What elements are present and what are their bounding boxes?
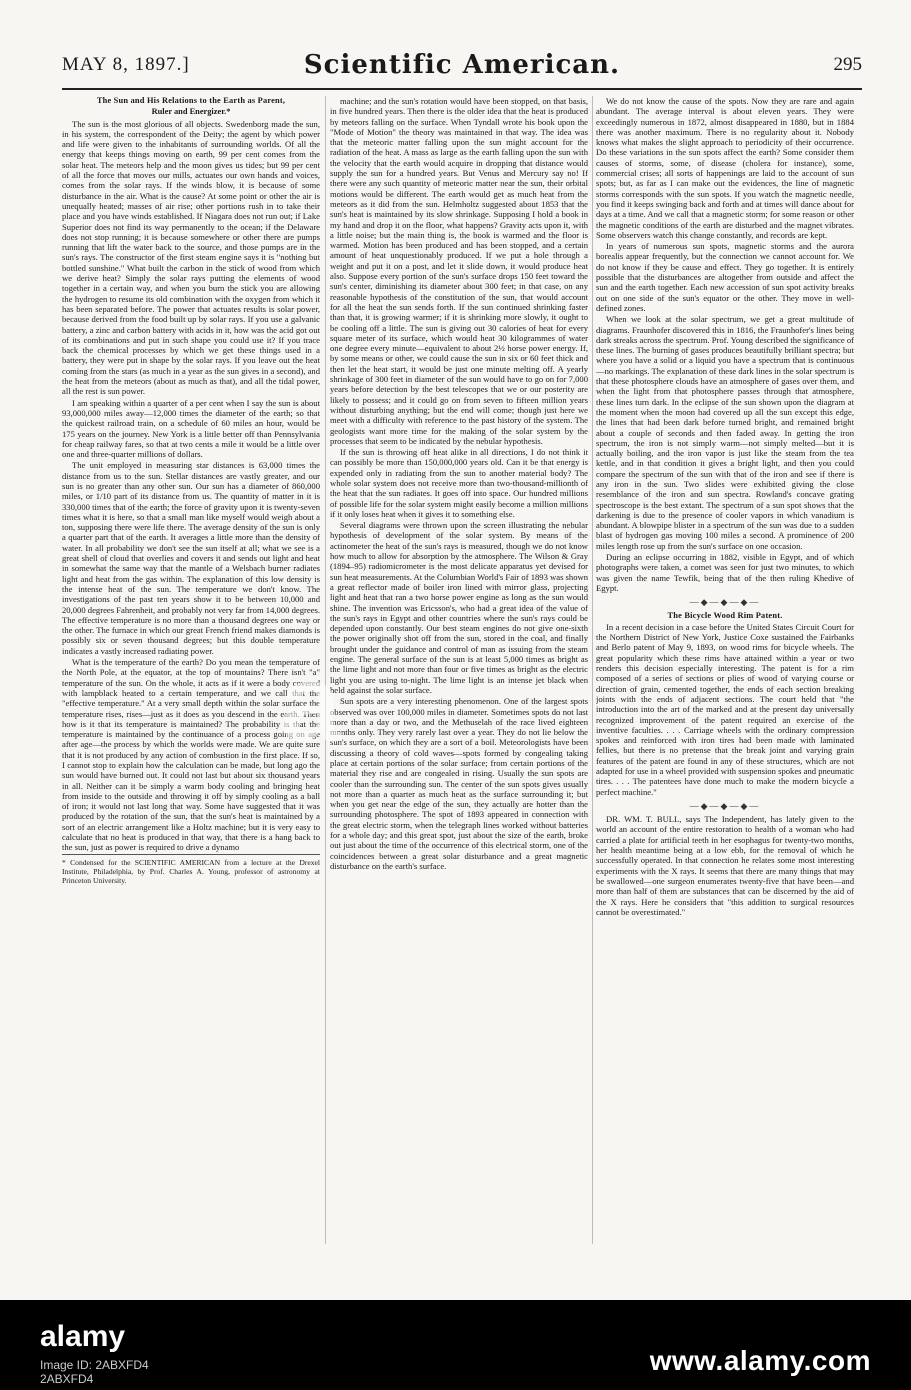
paragraph: If the sun is throwing off heat alike in all directions, I do not think it can possibly be more than 150,000,000 years old. Can it be that energy is expended only in radiating from the sun to another material body? The whole solar system does not receive more than two-thousand-millionth of the heat that the sun radiates. It goes off into space. Our hundred millions of possible life for the solar system might easily become a million millions if it only loses heat when it gives it to something else. <box>330 447 588 519</box>
masthead-title: Scientific American. <box>303 50 621 80</box>
issue-date: MAY 8, 1897.] <box>62 54 190 75</box>
footnote: * Condensed for the SCIENTIFIC AMERICAN from a lecture at the Drexel Institute, Philadelphia, by Prof. Charles A. Young, professor of astronomy at Princeton University. <box>62 854 320 885</box>
header-rule <box>62 88 862 90</box>
paragraph: When we look at the solar spectrum, we get a great multitude of diagrams. Fraunhofer discovered this in 1816, the Fraunhofer's lines being dark streaks across the spectrum. Prof. Young described the significance of these lines. The burning of gases produces beautifully brilliant spectra; but where you have a solid or a liquid you have a spectrum that is continuous—no markings. The explanation of these dark lines in the solar spectrum is that these photosphere clouds have an atmosphere of gases over them, and when the light from that photosphere passes through that atmosphere, these lines turn dark. In the eclipse of the sun shown upon the diagram at the moment when the moon had covered up all the sun except this edge, the lines that had been dark before turned bright, and remained bright about a couple of seconds and then faded away. In getting the iron spectrum, the iron is not simply warm—not simply melted—but it is actually boiling, and the iron vapor is just like the steam from the tea kettle, and in that condition it gives a bright light, and then you could compare the spectrum of the sun with that of the iron and see if there is any iron in the sun. Two slides were exhibited giving the close resemblance of the iron and sun spectra. Rowland's concave grating spectroscope is the best extant. The spectrum of a sun spot shows that the darkening is due to the presence of cooler vapors in which vanadium is abundant. A blowpipe blister in a spectrum of the sun was due to a sudden blast of hydrogen gas moving 100 miles a second. A prominence of 200 miles length rose up from the sun's surface on one occasion. <box>596 314 854 551</box>
article-subtitle-sun: Ruler and Energizer.* <box>151 107 231 117</box>
section-divider: —◆—◆—◆— <box>689 597 761 608</box>
image-id-label: Image ID: 2ABXFD4 <box>40 1358 149 1372</box>
paragraph: What is the temperature of the earth? Do you mean the temperature of the North Pole, at the equator, at the top of mountains? There isn't "a" temperature of the sun. On the whole, it acts as if it were a body covered with lampblack heated to a certain temperature, and we call that the "effective temperature." At a very small depth within the solar surface the temperature rises, rises—just as it does as you descend in the earth. Then how is it that its temperature is maintained? The probability is that the temperature is maintained by the continuance of a process going on age after age—the process by which the worlds were made. We are quite sure that it is not produced by any action of combustion in the first place. If so, I cannot stop to explain how the calculation can be made, but long ago the sun would have burned out. It could not last but about six thousand years in all. Neither can it be simply a warm body cooling and bringing heat from inside to the outside and throwing it off by simply cooling as a ball of iron; it would not last long that way. Some have suggested that it was produced by the rotation of the sun, that the sun's heat is maintained by a sort of an electric arrangement like a Holtz machine; but it is very easy to calculate that no heat is produced in that way, that there is a hang back to the sun, just as power is required to drive a dynamo <box>62 657 320 853</box>
column-2 <box>330 96 588 1244</box>
page-header <box>62 50 862 84</box>
paragraph: DR. WM. T. BULL, says The Independent, has lately given to the world an account of the entire restoration to health of a woman who had carried a plate for artificial teeth in her esophagus for twenty-two months, her health meantime being at a low ebb, for the removal of which he successfully operated. In that connection he relates some most interesting experiments with the X rays. It seems that there are many things that may be swallowed—one surgeon enumerates twenty-five that have been—and more than half of them are substances that can be discerned by the aid of the X rays. Here he considers that "this addition to surgical resources cannot be overestimated." <box>596 814 854 917</box>
paragraph: I am speaking within a quarter of a per cent when I say the sun is about 93,000,000 miles away—12,000 times the diameter of the earth; so that the quickest railroad train, on a schedule of 60 miles an hour, would be 175 years on the journey. New York is a little better off than Pennsylvania for cheap railway fares, so that at two cents a mile it would be a little over one and three-quarter millions of dollars. <box>62 397 320 460</box>
article-title-bicycle: The Bicycle Wood Rim Patent. <box>667 610 783 620</box>
column-3 <box>596 96 854 1244</box>
column-divider <box>592 96 593 1244</box>
paragraph: The unit employed in measuring star distances is 63,000 times the distance from us to the sun. Stellar distances are vastly greater, and our sun is no greater than any other sun. Our sun has a diameter of 860,000 miles, or 1/10 part of its distance from us. The quantity of matter in it is 330,000 times that of the earth; the force of gravity upon it is twenty-seven times what it is here, so that a small man like myself would weigh about a ton, supposing there were life there. The average density of the sun is only a quarter part that of the earth. It averages a little more than the density of water. In all probability we don't see the sun itself at all; what we see is a great shell of cloud that overlies and covers it and sends out light and heat in somewhat the same way that the mantle of a Welsbach burner radiates light and heat from the gas within. The explanation of this low density is the intense heat of the sun. The temperature we don't know. The investigations of the past ten years show it to be between 10,000 and 20,000 degrees Fahrenheit, and probably not very far from 14,000 degrees. The effective temperature is no more than a thousand degrees one way or the other. The furnace in which our great French friend makes diamonds is possibly six or seven thousand degrees; but this double temperature indicates a vastly increased radiating power. <box>62 460 320 656</box>
paragraph: Several diagrams were thrown upon the screen illustrating the nebular hypothesis of development of the solar system. By means of the actinometer the heat of the sun's rays is measured, though we do not know how much to allow for absorption by the atmosphere. The Wilson & Gray (1894–95) radiomicrometer is the most delicate apparatus yet devised for sun heat measurements. At the Columbian World's Fair of 1893 was shown a great reflector made of boiler iron lined with mirror glass, projecting light and heat that ran a two horse power engine as long as the sun would shine. The invention was Ericsson's, who had a great idea of the value of the sun's rays in Egypt and other countries where the sun's rays could be depended upon constantly. Our best steam engines do not give one-sixth the power originally shot off from the sun, stored in the coal, and finally brought under the guidance and control of man as issuing from the steam engine. The general surface of the sun is at least 5,000 times as bright as the lime light and not more than four or five times as bright as the electric light you are using to-night. The lime light is an intense jet black when held against the solar surface. <box>330 520 588 695</box>
page-number: 295 <box>833 54 862 75</box>
paragraph: During an eclipse occurring in 1882, visible in Egypt, and of which photographs were taken, a comet was seen for just two minutes, to which was given the name Tewfik, being that of the then ruling Khedive of Egypt. <box>596 552 854 593</box>
alamy-logo: alamy <box>40 1320 126 1353</box>
article-title-sun: The Sun and His Relations to the Earth as Parent, <box>96 96 286 105</box>
watermark-overlay: a <box>280 642 342 765</box>
paragraph: The sun is the most glorious of all objects. Swedenborg made the sun, in his system, the correspondent of the Deity; the agent by which power and life were given to the inhabitants of surrounding worlds. Of all the energy that keeps things moving on earth, 99 per cent comes from the solar heat. The meteors help and the moon gives us tides; but 99 per cent of all the force that moves our mills, actuates our own hands and voices, comes from the solar rays. If the winds blow, it is because of some disturbance in the air. What is the cause? At some point or other the air is unequally heated; masses of air rise; other portions rush in to take their place and you have winds established. If Niagara does not run out; if Lake Superior does not find its way permanently to the ocean; if the Delaware does not stop running; it is because somewhere or other there are pumps running that lift the water back to the source, and those pumps are in the sun's rays. The constructor of the first steam engine says it is "nothing but bottled sunshine." What built the carbon in the stick of wood from which we derive heat? Simply the solar rays putting the elements of wood together in a certain way, and when you burn the stick you are allowing the hydrogen to resume its old combination with the oxygen from which it has been separated before. The power that actuates results is solar power, because derived from the food built up by solar rays. If you use a galvanic battery, a zinc and carbon battery with acids in it, how was the acid got out of its combinations and put in such shape you could use it? If you trace back the chemical processes by which we get these things used in a battery, they were put in shape by the solar rays. If you leave out the heat coming from the stars (as much in a year as the sun gives in a second), and the heat from the meteors (about as much as that), and all the tidal power, all the rest is sun power. <box>62 118 320 397</box>
image-id: 2ABXFD4 <box>40 1372 94 1386</box>
paragraph: machine; and the sun's rotation would have been stopped, on that basis, in five hundred years. Then there is the older idea that the heat is produced by meteors falling on the surface. When Tyndall wrote his book upon the "Mode of Motion" the theory was maintained in that way. The idea was that the meteoric matter falling upon the sun might account for the radiation of the heat. A mass as large as the earth falling upon the sun with the velocity that the earth would acquire in dropping that distance would supply the sun for a hundred years. But Venus and Mercury say no! If there were any such quantity of meteoric matter near the sun, their orbital motions would be different. The earth would get as much heat from the meteors as it did from the sun. Helmholtz suggested about 1853 that the sun's heat is maintained by its slow shrinkage. Supposing I hold a book in my hand and drop it on the floor, what happens? Gravity acts upon it, with a little noise; but the main thing is, the book is warmed and the floor is warmed. Motion has been produced and has been stopped, and a certain amount of heat unquestionably produced. If we put a hole through a weight and put it on a post, and let it slide down, it would produce heat also. Suppose every portion of the sun's surface drops 150 feet toward the sun's center, diminishing its diameter about 300 feet; in that case, on any reasonable hypothesis of the constitution of the sun, that would account for all the heat the sun sends forth. If the sun continued shrinking faster than that, it is growing warmer; if it is shrinking more slowly, it ought to be cooling off a little. The sun is giving out 30 calories of heat for every square meter of its surface, which would heat 30 kilogrammes of water one degree every minute—equivalent to about 2½ horse power energy. If, by some means or other, we could cause the sun in six or 60 feet thick and then let the heat start, it would be just one minute melting off. A yearly shrinkage of 300 feet in diameter of the sun would have to go on for 7,000 years before detection by the best telescopes that we or our posterity are likely to possess; and it could go on from seven to fifteen million years without disturbing anything; but the end will come; though just here we meet with a difficulty with reference to the past history of the system. The geologists want more time for the making of the solar system by the processes that seem to be indicated by the nebular hypothesis. <box>330 96 588 446</box>
section-divider: —◆—◆—◆— <box>689 800 761 811</box>
paragraph: In a recent decision in a case before the United States Circuit Court for the Northern District of New York, Justice Coxe sustained the Fairbanks and Berlo patent of May 9, 1893, on wood rims for bicycle wheels. The great popularity which these rims have attained within a year or two renders this decision especially interesting. The patent is for a rim composed of a series of sections or plies of wood of varying course or direction of grain, cemented together, the ends of each section breaking joints with the ends of adjacent sections. The court held that "the introduction into the art of the marked and at the present day universally recognized improvement of the patent required an exercise of the inventive faculties. . . . Carriage wheels with the ordinary compression spokes and reinforced with iron tires had been made with laminated fellies, but there is no pretense that the break joint and varying grain features of the patent are found in any of these structures, which are not adapted for use in a wheel provided with suspension spokes and pneumatic tires. . . . The patentees have done much to make the modern bicycle a perfect machine." <box>596 621 854 797</box>
paragraph: We do not know the cause of the spots. Now they are rare and again abundant. The average interval is about eleven years. They were exceedingly numerous in 1872, almost disappeared in 1880, but in 1884 there was another maximum. There is no regularity about it. Nobody knows what makes the slight approach to periodicity of their occurrence. Do these variations in the sun spots affect the earth? Some consider them causes of storms, some, of disease (cholera for instance), some, commercial crises; all sorts of happenings are laid to the account of sun spots; but, as far as I can make out the evidences, the line of magnetic storms corresponds with the sun spots. If you watch the magnetic needle, you find it keeps swinging back and forth and at times will dance about for days at a time. And we call that a magnetic storm; for some reason or other the magnetic conditions of the earth are disturbed and the magnet vibrates. Some observers watch this change constantly, and records are kept. <box>596 96 854 240</box>
paragraph: In years of numerous sun spots, magnetic storms and the aurora borealis appear frequently, but the connection we cannot account for. We do not know if they be cause and effect. They go together. It is entirely possible that the disturbances are altogether from outside and affect the sun and the earth together. Each new accession of sun spot activity breaks out on one side of the sun's equator or the other. They move in well-defined zones. <box>596 241 854 313</box>
paragraph: Sun spots are a very interesting phenomenon. One of the largest spots observed was over 100,000 miles in diameter. Sometimes spots do not last more than a day or two, and the Methuselah of the race lived eighteen months only. They very rarely last over a year. They do not lie below the sun's surface, on which they are a sort of a boil. Meteorologists have been discussing a theory of cold waves—spots formed by congealing taking place at certain portions of the solar surface; from certain portions of the material they rise and are congealed in rising. Usually the sun spots are cooler than the surrounding sun. The center of the sun spots gives usually not more than a quarter as much heat as the surface surrounding it; but when you get near the edge of the sun, they actually are hotter than the surrounding photosphere. The spot of 1893 appeared in connection with the great electric storm, when the telegraph lines worked without batteries for a whole day; and this great spot, just about the size of the earth, broke out just about the time of the occurrence of this electrical storm, one of the coincidences between a great solar disturbance and a great magnetic disturbance on the earth's surface. <box>330 696 588 871</box>
watermark-site: www.alamy.com <box>649 1345 871 1376</box>
